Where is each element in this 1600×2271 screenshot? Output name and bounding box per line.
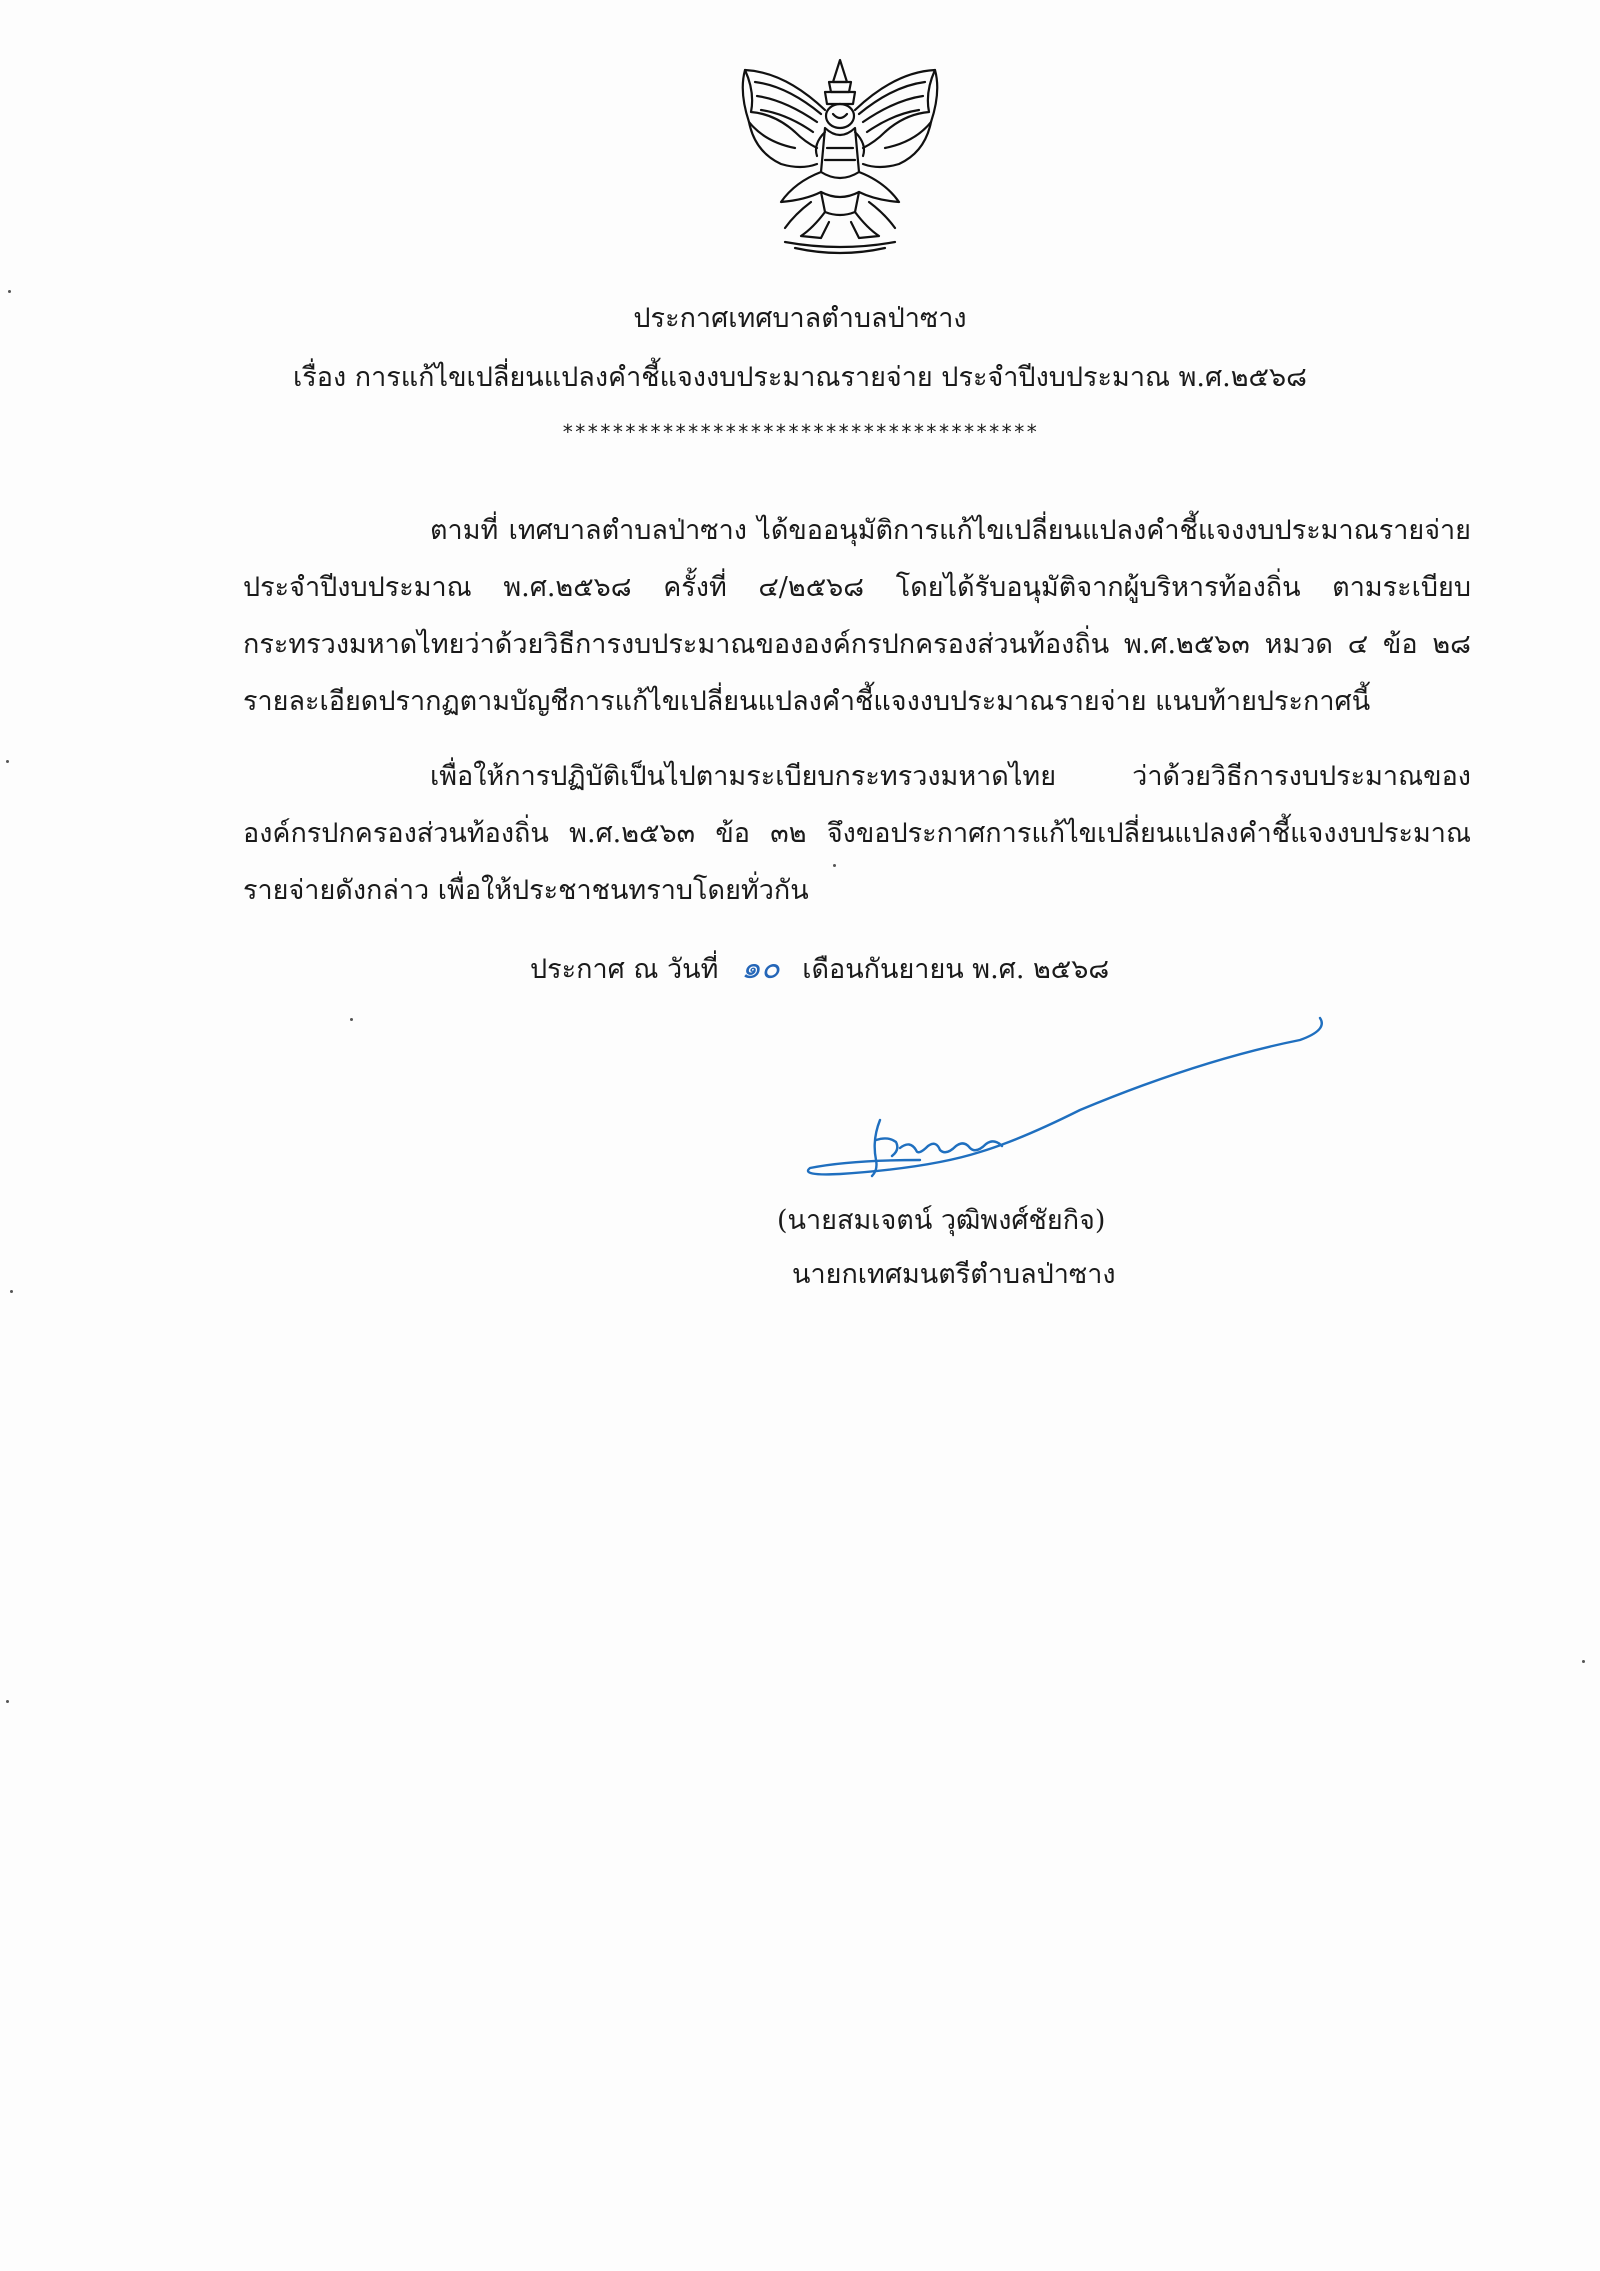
scan-speck — [6, 1700, 9, 1703]
paragraph-line: รายละเอียดปรากฏตามบัญชีการแก้ไขเปลี่ยนแปลงคำชี้แจงงบประมาณรายจ่าย แนบท้ายประกาศนี้ — [243, 686, 1371, 717]
scan-speck — [833, 864, 836, 867]
paragraph-line: กระทรวงมหาดไทยว่าด้วยวิธีการงบประมาณขององค์กรปกครองส่วนท้องถิ่น พ.ศ.๒๕๖๓ หมวด ๔ ข้อ ๒๘ — [243, 629, 1471, 660]
separator-line: ************************************** — [561, 420, 1039, 444]
handwritten-signature — [780, 1000, 1340, 1200]
announcement-title: ประกาศเทศบาลตำบลป่าซาง — [633, 303, 967, 334]
scan-speck — [8, 290, 11, 293]
signer-position: นายกเทศมนตรีตำบลป่าซาง — [792, 1259, 1116, 1290]
date-day-handwritten: ๑๐ — [741, 950, 780, 986]
announcement-subject: เรื่อง การแก้ไขเปลี่ยนแปลงคำชี้แจงงบประมาณรายจ่าย ประจำปีงบประมาณ พ.ศ.๒๕๖๘ — [293, 362, 1307, 393]
body-paragraph-1 — [243, 502, 1471, 730]
paragraph-line: เพื่อให้การปฏิบัติเป็นไปตามระเบียบกระทรวงมหาดไทย ว่าด้วยวิธีการงบประมาณของ — [430, 761, 1471, 792]
scan-speck — [350, 1018, 353, 1021]
paragraph-line: ประจำปีงบประมาณ พ.ศ.๒๕๖๘ ครั้งที่ ๔/๒๕๖๘ โดยได้รับอนุมัติจากผู้บริหารท้องถิ่น ตามระเบียบ — [243, 572, 1471, 603]
date-prefix: ประกาศ ณ วันที่ — [530, 954, 719, 985]
garuda-emblem-icon — [725, 52, 955, 262]
scan-speck — [1582, 1660, 1585, 1663]
paragraph-line: รายจ่ายดังกล่าว เพื่อให้ประชาชนทราบโดยทั่วกัน — [243, 875, 809, 906]
date-suffix: เดือนกันยายน พ.ศ. ๒๕๖๘ — [802, 954, 1110, 985]
paragraph-line: ตามที่ เทศบาลตำบลป่าซาง ได้ขออนุมัติการแก้ไขเปลี่ยนแปลงคำชี้แจงงบประมาณรายจ่าย — [430, 515, 1471, 546]
paragraph-line: องค์กรปกครองส่วนท้องถิ่น พ.ศ.๒๕๖๓ ข้อ ๓๒ จึงขอประกาศการแก้ไขเปลี่ยนแปลงคำชี้แจงงบประมาณ — [243, 818, 1471, 849]
body-paragraph-2 — [243, 748, 1471, 919]
scan-speck — [6, 760, 9, 763]
signer-name: (นายสมเจตน์ วุฒิพงศ์ชัยกิจ) — [777, 1205, 1106, 1236]
scan-speck — [10, 1290, 13, 1293]
announcement-date — [530, 950, 1109, 988]
